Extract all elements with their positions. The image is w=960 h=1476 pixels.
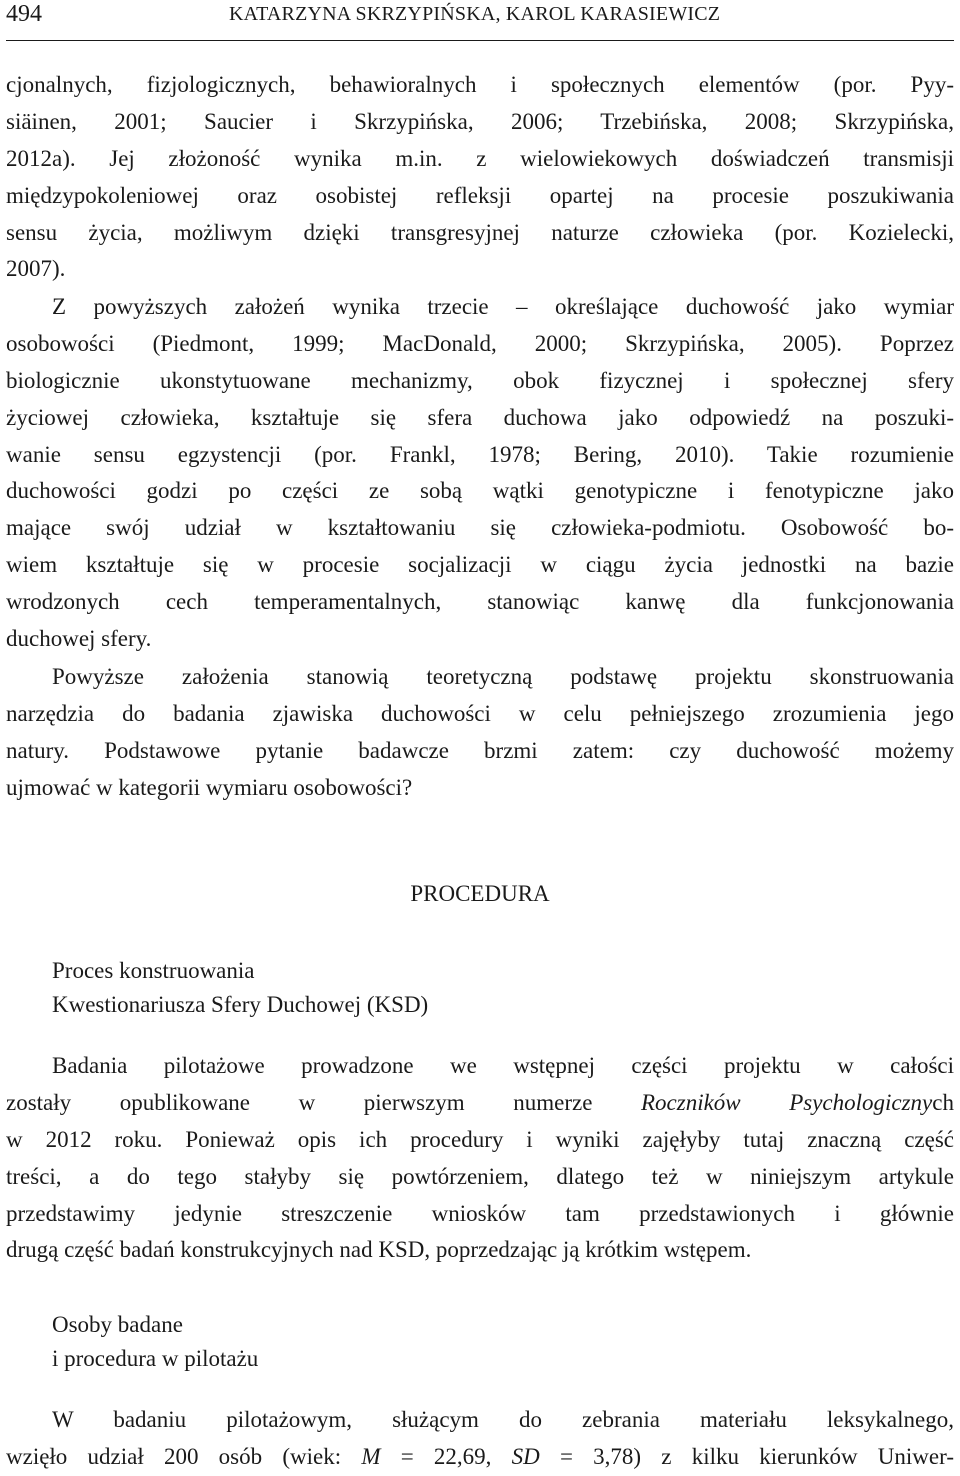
paragraph-2: [6, 289, 954, 658]
text-line: wanie sensu egzystencji (por. Frankl, 1978; Bering, 2010). Takie rozumienie: [6, 441, 954, 467]
subheading-line: Kwestionariusza Sfery Duchowej (KSD): [52, 992, 429, 1017]
text-line: duchowości godzi po części ze sobą wątki genotypiczne i fenotypiczne jako: [6, 478, 954, 504]
text-run: = 22,69,: [380, 1443, 512, 1469]
text-line: natury. Podstawowe pytanie badawcze brzmi zatem: czy duchowość możemy: [6, 737, 954, 763]
text-run: wzięło udział 200 osób (wiek:: [6, 1443, 362, 1469]
text-line: cjonalnych, fizjologicznych, behawioralnych i społecznych elementów (por. Pyy-: [6, 72, 954, 97]
text-line: przedstawimy jedynie streszczenie wniosków tam przedstawionych i głównie: [6, 1200, 954, 1226]
text-line: w 2012 roku. Ponieważ opis ich procedury i wyniki zajęłyby tutaj znaczną część: [6, 1126, 954, 1152]
text-line: drugą część badań konstrukcyjnych nad KSD, poprzedzając ją krótkim wstępem.: [6, 1237, 752, 1263]
text-line: wiem kształtuje się w procesie socjalizacji w ciągu życia jednostki na bazie: [6, 552, 954, 578]
text-line: mające swój udział w kształtowaniu się człowieka-podmiotu. Osobowość bo-: [6, 515, 954, 541]
text-line: duchowej sfery.: [6, 626, 152, 652]
journal-title: Roczników Psychologiczny: [640, 1089, 933, 1115]
paragraph-5: [6, 1402, 954, 1476]
subheading-line: i procedura w pilotażu: [52, 1346, 259, 1371]
subheading-ksd: [52, 954, 428, 1022]
text-line: ujmować w kategorii wymiaru osobowości?: [6, 774, 413, 800]
text-line: życiowej człowieka, kształtuje się sfera duchowa jako odpowiedź na poszuki-: [6, 404, 954, 430]
text-line: narzędzia do badania zjawiska duchowości w celu pełniejszego zrozumienia jego: [6, 700, 954, 726]
stat-symbol-mean: M: [361, 1443, 381, 1469]
text-line: W badaniu pilotażowym, służącym do zebrania materiału leksykalnego,: [52, 1407, 954, 1432]
subheading-line: Osoby badane: [52, 1312, 183, 1337]
paragraph-4: [6, 1048, 954, 1269]
text-line: biologicznie ukonstytuowane mechanizmy, obok fizycznej i społecznej sfery: [6, 367, 954, 393]
paragraph-1: [6, 67, 954, 288]
text-run: ch: [932, 1089, 954, 1115]
text-line: Powyższe założenia stanowią teoretyczną podstawę projektu skonstruowania: [52, 664, 954, 689]
text-line: międzypokoleniowej oraz osobistej refleksji opartej na procesie poszukiwania: [6, 182, 954, 208]
text-line: wrodzonych cech temperamentalnych, stanowiąc kanwę dla funkcjonowania: [6, 589, 954, 615]
paragraph-3: [6, 659, 954, 807]
text-line: 2007).: [6, 256, 66, 282]
subheading-line: Proces konstruowania: [52, 958, 255, 983]
text-line: treści, a do tego stałyby się powtórzeniem, dlatego też w niniejszym artykule: [6, 1163, 954, 1189]
text-line: sensu życia, możliwym dzięki transgresyjnej naturze człowieka (por. Kozielecki,: [6, 219, 954, 245]
text-line: osobowości (Piedmont, 1999; MacDonald, 2000; Skrzypińska, 2005). Poprzez: [6, 330, 954, 356]
text-line: [6, 1439, 954, 1476]
subheading-pilot: [52, 1308, 258, 1376]
text-line: 2012a). Jej złożoność wynika m.in. z wielowiekowych doświadczeń transmisji: [6, 145, 954, 171]
page-header: [6, 0, 954, 41]
text-line: Badania pilotażowe prowadzone we wstępnej części projektu w całości: [52, 1053, 954, 1078]
text-line: siäinen, 2001; Saucier i Skrzypińska, 2006; Trzebińska, 2008; Skrzypińska,: [6, 108, 954, 134]
section-title: PROCEDURA: [410, 881, 550, 906]
text-line: Z powyższych założeń wynika trzecie – określające duchowość jako wymiar: [52, 294, 954, 319]
text-run: zostały opublikowane w pierwszym numerze: [6, 1089, 641, 1115]
stat-symbol-sd: SD: [511, 1443, 540, 1469]
text-run: = 3,78) z kilku kierunków Uniwer-: [539, 1443, 954, 1469]
page-number: 494: [6, 1, 42, 27]
running-title: KATARZYNA SKRZYPIŃSKA, KAROL KARASIEWICZ: [229, 3, 721, 25]
text-line: [6, 1085, 954, 1122]
